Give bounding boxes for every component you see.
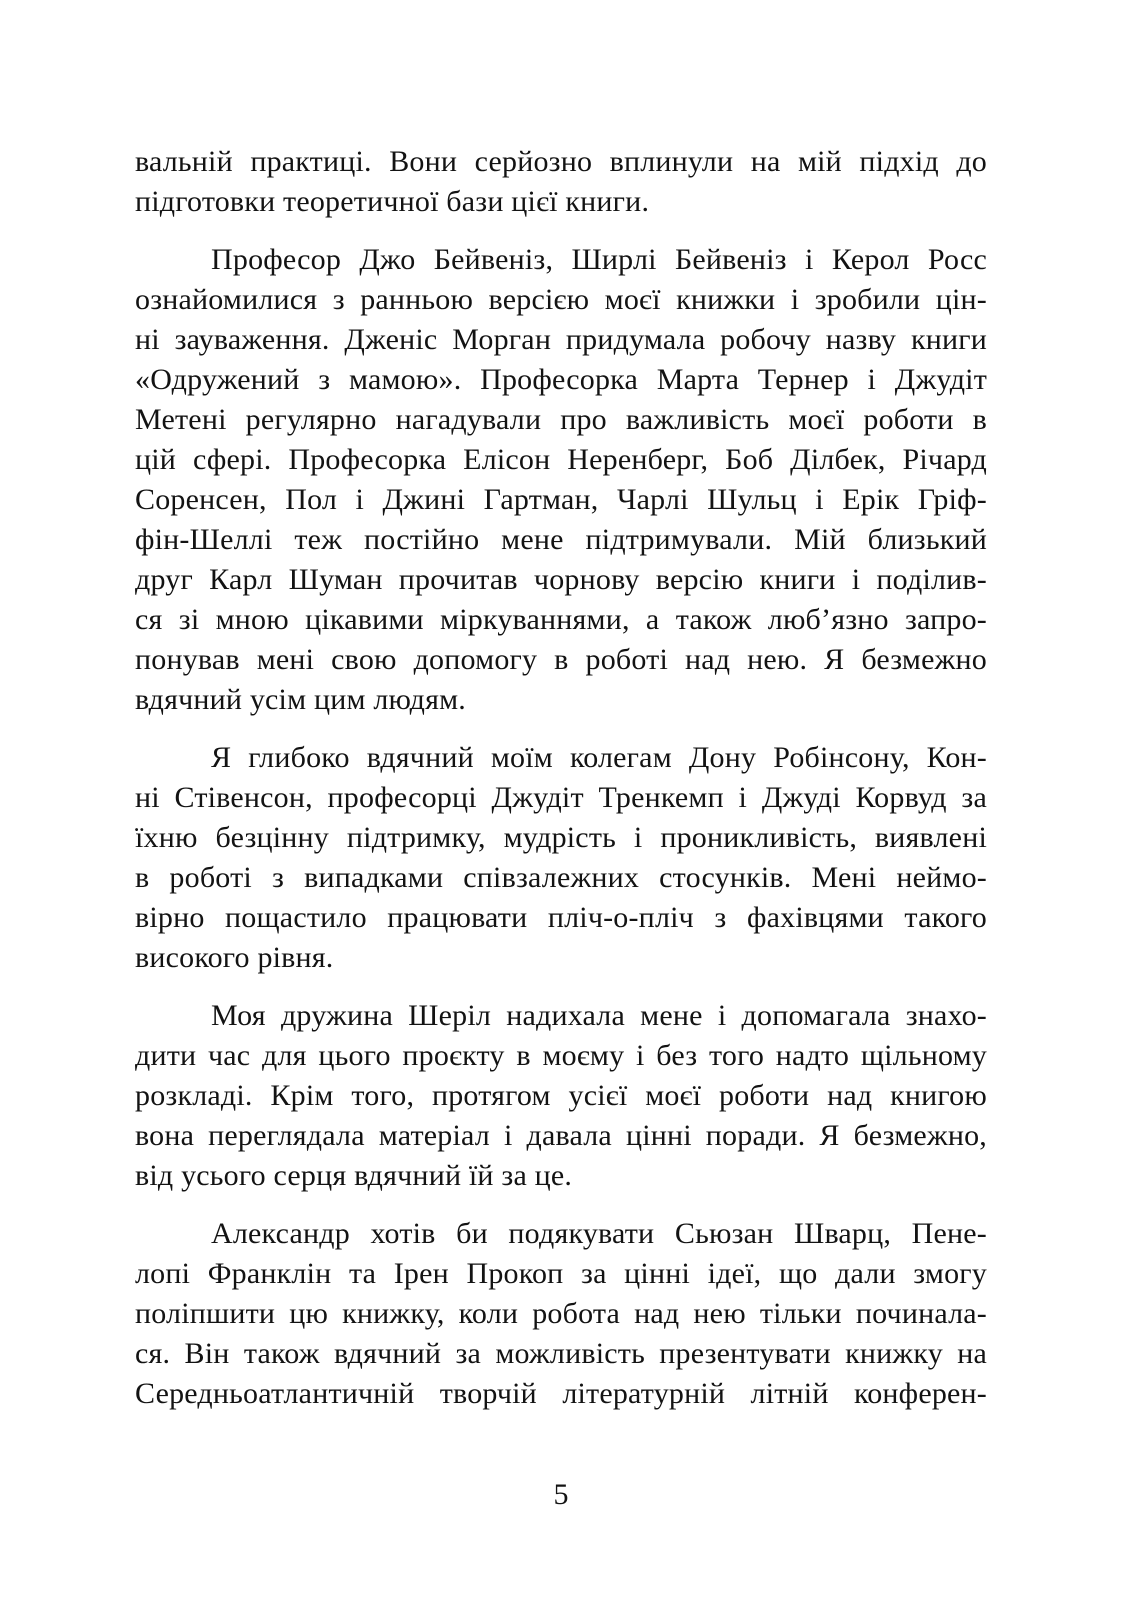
paragraph	[135, 142, 987, 222]
text-line: Середньоатлантичній творчій літературній літній конферен-	[135, 1377, 987, 1410]
paragraph	[135, 1214, 987, 1414]
text-line: Александр хотів би подякувати Сьюзан Шварц, Пене-	[211, 1217, 987, 1250]
text-line: дити час для цього проєкту в моєму і без того надто щільному	[135, 1039, 987, 1072]
text-line: розкладі. Крім того, протягом усієї моєї роботи над книгою	[135, 1079, 987, 1112]
paragraph	[135, 240, 987, 720]
text-line: Я глибоко вдячний моїм колегам Дону Робінсону, Кон-	[211, 741, 987, 774]
text-line: високого рівня.	[135, 941, 334, 974]
text-line: Моя дружина Шеріл надихала мене і допомагала знахо-	[211, 999, 987, 1032]
text-line: їхню безцінну підтримку, мудрість і проникливість, виявлені	[135, 821, 987, 854]
text-line: цій сфері. Професорка Елісон Неренберг, Боб Ділбек, Річард	[135, 443, 987, 476]
text-line: «Одружений з мамою». Професорка Марта Тернер і Джудіт	[135, 363, 987, 396]
text-line: друг Карл Шуман прочитав чорнову версію книги і поділив-	[135, 563, 987, 596]
text-line: вірно пощастило працювати пліч-о-пліч з фахівцями такого	[135, 901, 987, 934]
text-line: в роботі з випадками співзалежних стосунків. Мені неймо-	[135, 861, 987, 894]
text-line: ся зі мною цікавими міркуваннями, а також люб’язно запро-	[135, 603, 987, 636]
text-line: фін-Шеллі теж постійно мене підтримували. Мій близький	[135, 523, 987, 556]
text-line: ся. Він також вдячний за можливість презентувати книжку на	[135, 1337, 987, 1370]
text-line: вдячний усім цим людям.	[135, 683, 466, 716]
text-line: понував мені свою допомогу в роботі над нею. Я безмежно	[135, 643, 987, 676]
text-line: ні Стівенсон, професорці Джудіт Тренкемп і Джуді Корвуд за	[135, 781, 987, 814]
text-line: Метені регулярно нагадували про важливість моєї роботи в	[135, 403, 987, 436]
text-line: Соренсен, Пол і Джині Гартман, Чарлі Шульц і Ерік Гріф-	[135, 483, 987, 516]
text-line: вальній практиці. Вони серйозно вплинули на мій підхід до	[135, 145, 987, 178]
text-line: від усього серця вдячний їй за це.	[135, 1159, 573, 1192]
text-line: Професор Джо Бейвеніз, Ширлі Бейвеніз і Керол Росс	[211, 243, 987, 276]
paragraph	[135, 996, 987, 1196]
text-line: вона переглядала матеріал і давала цінні поради. Я безмежно,	[135, 1119, 987, 1152]
page-number: 5	[553, 1478, 569, 1511]
text-line: ознайомилися з ранньою версією моєї книжки і зробили цін-	[135, 283, 987, 316]
text-line: поліпшити цю книжку, коли робота над нею тільки починала-	[135, 1297, 987, 1330]
paragraph	[135, 738, 987, 978]
page-text	[135, 142, 987, 1432]
text-line: лопі Франклін та Ірен Прокоп за цінні ідеї, що дали змогу	[135, 1257, 987, 1290]
text-line: ні зауваження. Дженіс Морган придумала робочу назву книги	[135, 323, 987, 356]
text-line: підготовки теоретичної бази цієї книги.	[135, 185, 650, 218]
